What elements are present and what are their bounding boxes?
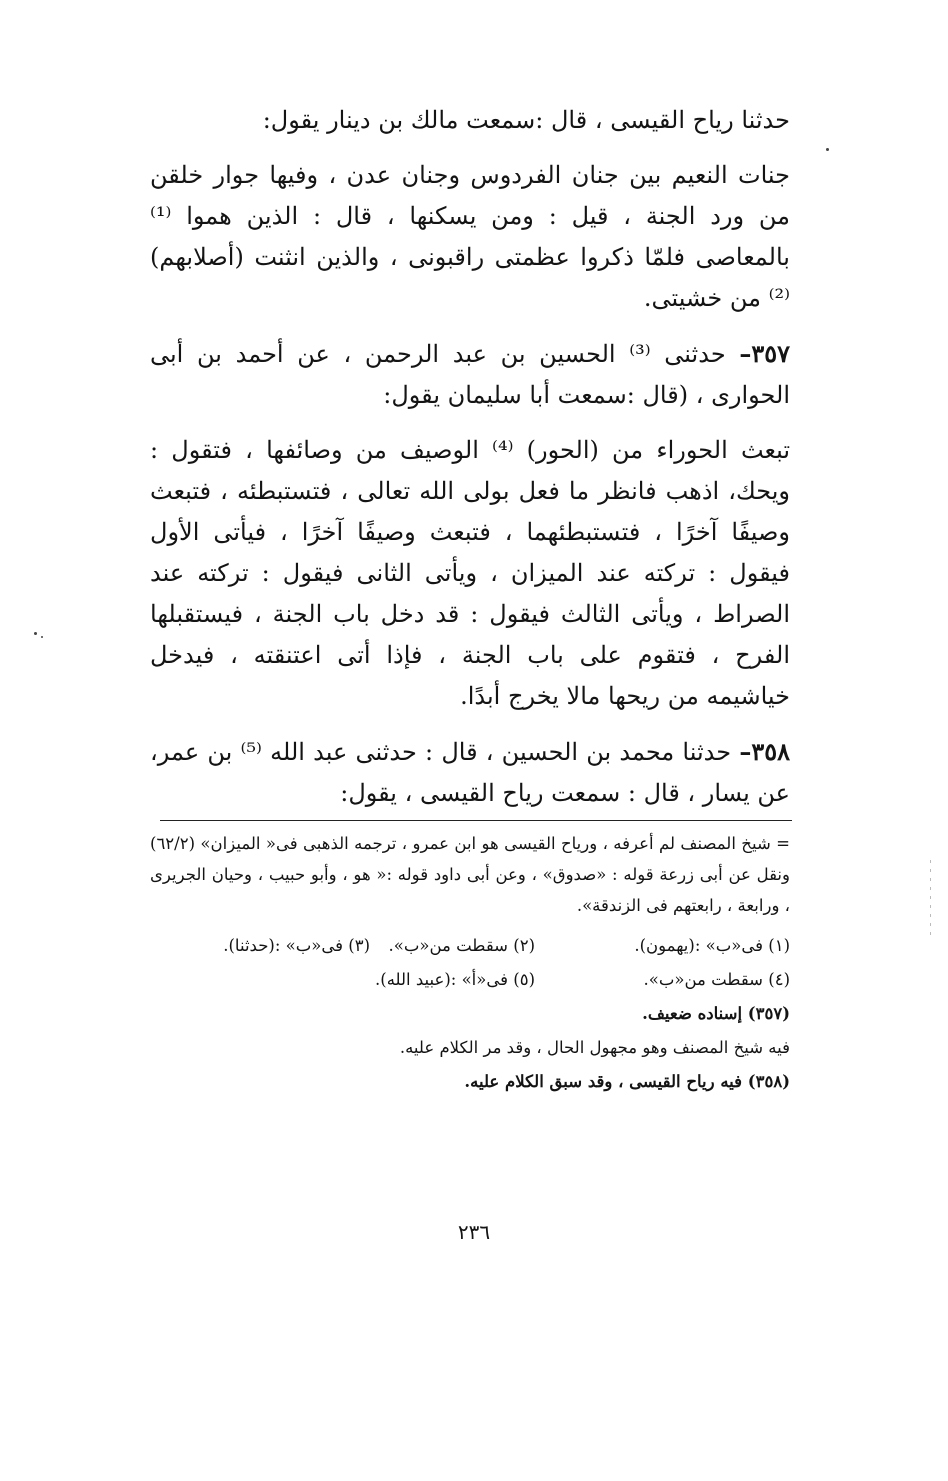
scan-speck — [34, 632, 37, 635]
footnote-357-title: (٣٥٧) إسناده ضعيف. — [642, 1004, 790, 1023]
hadith-number: ٣٥٧– — [739, 339, 790, 368]
footnote-4: (٤) سقطت من«ب». — [643, 970, 790, 989]
hadith-357 — [150, 333, 790, 416]
paragraph-jannat-al-naim: جنات النعيم بين جنان الفردوس وجنان عدن ، وفيها جوار خلقن من ورد الجنة ، قيل : ومن يسكنها ، قال : الذين هموا ⁽¹⁾ بالمعاصى فلمّا ذكروا عظمتى راقبونى ، والذين انثنت (أصلابهم) ⁽²⁾ من خشيتى. — [150, 161, 790, 312]
scan-speck — [41, 636, 43, 638]
footnote-continuation: = شيخ المصنف لم أعرفه ، ورياح القيسى هو ابن عمرو ، ترجمه الذهبى فى« الميزان» (٦٢/٢) ونقل عن أبى زرعة قوله : «صدوق» ، وعن أبى داود قوله :« هو ، وأبو حبيب ، وحيان الجريرى ، ورابعة ، رابعتهم فى الزندقة». — [150, 834, 790, 915]
footnote-358: (٣٥٨) فيه رياح القيسى ، وقد سبق الكلام عليه. — [464, 1072, 790, 1091]
hadith-text: حدثنى ⁽³⁾ الحسين بن عبد الرحمن ، عن أحمد بن أبى الحوارى ، (قال :سمعت أبا سليمان يقول: — [150, 340, 790, 409]
footnote-row — [150, 929, 790, 963]
footnote-5: (٥) فى«أ» :(عبيد الله). — [375, 970, 535, 989]
footnote-1: (١) فى«ب» :(يهمون). — [634, 936, 790, 955]
hadith-358 — [150, 731, 790, 814]
paragraph-hawra: تبعث الحوراء من (الحور) ⁽⁴⁾ الوصيف من وصائفها ، فتقول : ويحك، اذهب فانظر ما فعل بولى الله تعالى ، فتستبطئه ، فتبعث وصيفًا آخرًا ، فتستبطئهما ، فتبعث وصيفًا آخرًا ، فيأتى الأول فيقول : تركته عند الميزان ، ويأتى الثانى فيقول : تركته عند الصراط ، ويأتى الثالث فيقول : قد دخل باب الجنة ، فيستقبلها الفرح ، فتقوم على باب الجنة ، فإذا أتى اعتنقته ، فيدخل خياشيمه من ريحها مالا يخرج أبدًا. — [150, 436, 791, 710]
hadith-text: حدثنا محمد بن الحسين ، قال : حدثنى عبد الله ⁽⁵⁾ بن عمر، عن يسار ، قال : سمعت رياح القيسى ، يقول: — [150, 738, 790, 807]
footnote-3: (٣) فى«ب» :(حدثنا). — [223, 936, 370, 955]
footnote-357-text: فيه شيخ المصنف وهو مجهول الحال ، وقد مر الكلام عليه. — [399, 1038, 790, 1057]
hadith-number: ٣٥٨– — [739, 737, 790, 766]
footnote-separator — [160, 820, 792, 821]
scan-speck — [826, 148, 829, 151]
paragraph-intro: حدثنا رياح القيسى ، قال :سمعت مالك بن دينار يقول: — [262, 106, 790, 134]
footnote-row — [150, 963, 790, 997]
page-number: ٢٣٦ — [457, 1220, 491, 1244]
scan-edge-mark — [930, 860, 931, 940]
footnotes — [150, 828, 790, 1099]
footnote-2: (٢) سقطت من«ب». — [388, 936, 535, 955]
main-text — [150, 100, 790, 828]
